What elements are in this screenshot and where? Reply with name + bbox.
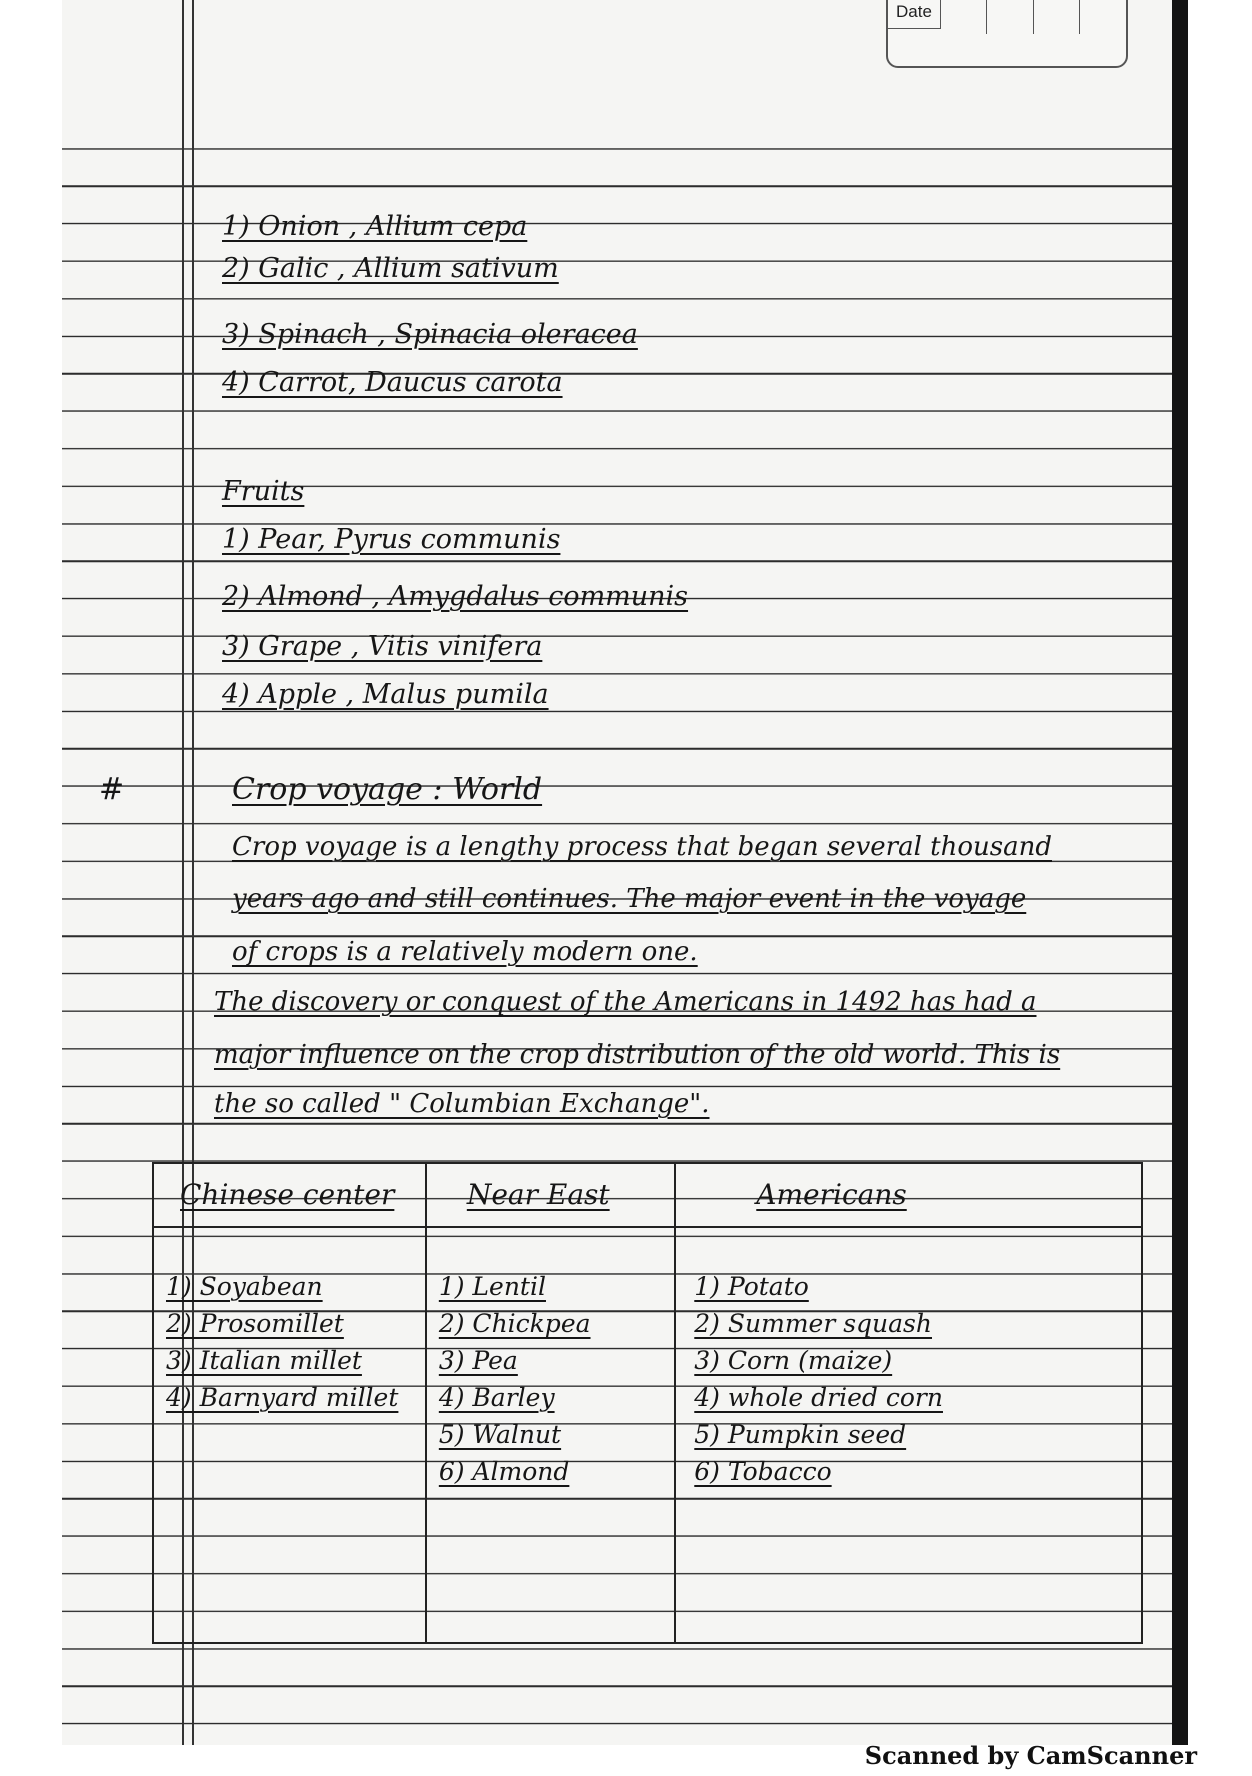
paragraph-line: The discovery or conquest of the Americans in 1492 has had a <box>214 987 1037 1017</box>
fruit-item: 3) Grape , Vitis vinifera <box>222 631 543 662</box>
paragraph-line: the so called " Columbian Exchange". <box>214 1089 710 1119</box>
section-marker: # <box>99 772 125 807</box>
fruits-heading: Fruits <box>222 476 305 507</box>
date-label: Date <box>888 0 941 29</box>
fruit-item: 2) Almond , Amygdalus communis <box>222 581 689 612</box>
crop-list <box>154 1228 425 1416</box>
column-header: Americans <box>756 1178 907 1211</box>
paragraph-line: Crop voyage is a lengthy process that began several thousand <box>232 832 1052 862</box>
list-item: 3) Pea <box>438 1346 518 1375</box>
table-row <box>153 1227 1142 1643</box>
list-item: 3) Corn (maize) <box>694 1346 893 1375</box>
list-item: 2) Prosomillet <box>166 1309 344 1338</box>
list-item: 1) Lentil <box>438 1272 546 1301</box>
table-header-row <box>153 1163 1142 1227</box>
list-item: 2) Chickpea <box>438 1309 591 1338</box>
table-header-cell <box>675 1163 1142 1227</box>
list-item: 2) Summer squash <box>694 1309 932 1338</box>
column-header: Near East <box>466 1178 610 1211</box>
table-cell <box>675 1227 1142 1643</box>
list-item: 6) Almond <box>438 1457 570 1486</box>
list-item: 1) Soyabean <box>166 1272 323 1301</box>
date-cell <box>1034 0 1081 34</box>
date-cell <box>941 0 988 34</box>
scanner-watermark: Scanned by CamScanner <box>864 1741 1197 1770</box>
veg-item: 4) Carrot, Daucus carota <box>222 367 563 398</box>
list-item: 6) Tobacco <box>694 1457 832 1486</box>
list-item: 4) whole dried corn <box>694 1383 943 1412</box>
fruit-item: 4) Apple , Malus pumila <box>222 679 549 710</box>
list-item: 1) Potato <box>694 1272 809 1301</box>
table-header-cell <box>426 1163 675 1227</box>
page-edge-shadow <box>1172 0 1188 1745</box>
date-box <box>886 0 1128 68</box>
veg-item: 2) Galic , Allium sativum <box>222 253 559 284</box>
date-cell <box>987 0 1034 34</box>
crop-voyage-heading: Crop voyage : World <box>232 772 543 807</box>
veg-item: 1) Onion , Allium cepa <box>222 211 528 242</box>
paragraph-line: major influence on the crop distribution of the old world. This is <box>214 1040 1061 1070</box>
list-item: 5) Walnut <box>438 1420 562 1449</box>
crop-list <box>427 1228 674 1490</box>
list-item: 3) Italian millet <box>166 1346 362 1375</box>
paragraph-line: of crops is a relatively modern one. <box>232 937 698 967</box>
veg-item: 3) Spinach , Spinacia oleracea <box>222 319 638 350</box>
date-cell <box>1080 0 1126 34</box>
table-cell <box>153 1227 426 1643</box>
table-cell <box>426 1227 675 1643</box>
table-header-cell <box>153 1163 426 1227</box>
column-header: Chinese center <box>180 1178 395 1211</box>
crop-centers-table <box>152 1162 1143 1644</box>
fruit-item: 1) Pear, Pyrus communis <box>222 524 561 555</box>
list-item: 5) Pumpkin seed <box>694 1420 907 1449</box>
list-item: 4) Barley <box>438 1383 555 1412</box>
crop-list <box>676 1228 1141 1490</box>
list-item: 4) Barnyard millet <box>166 1383 399 1412</box>
paragraph-line: years ago and still continues. The major event in the voyage <box>232 884 1027 914</box>
